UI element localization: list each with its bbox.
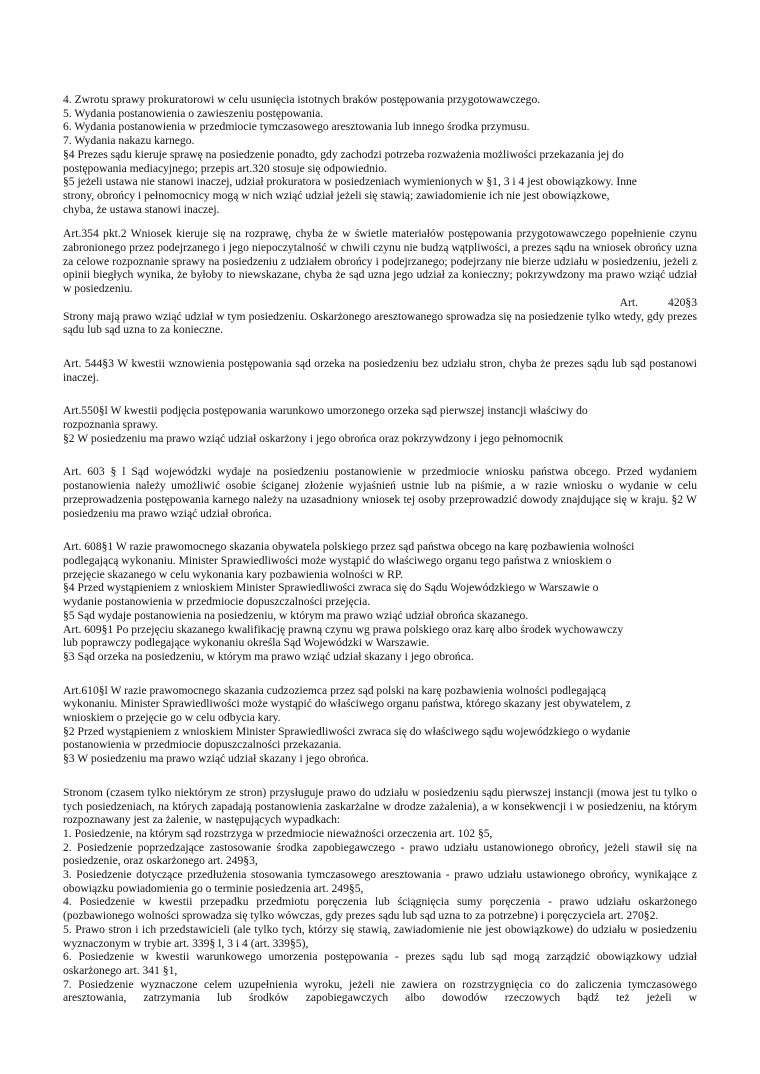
section-art-603 — [63, 465, 697, 520]
art-word: Art. — [619, 295, 639, 309]
list-item: 3. Posiedzenie dotyczące przedłużenia stosowania tymczasowego aresztowania - prawo udziału ustawionego obrońcy, wynikające z obowiązku powiadomienia go o terminie posiedzenia art. 249§5, — [63, 868, 697, 895]
paragraph-intro: Stronom (czasem tylko niektórym ze stron) przysługuje prawo do udziału w posiedzeniu sądu pierwszej instancji (mowa jest tu tylko o tych posiedzeniach, na których zapadają postanowienia zaskarżalne w drodze zażalenia), a w konsekwencji i w posiedzeniu, na którym rozpoznawany jest za żalenie, w następujących wypadkach: — [63, 785, 697, 827]
list-item: 1. Posiedzenie, na którym sąd rozstrzyga w przedmiocie nieważności orzeczenia art. 102 §5, — [63, 826, 493, 840]
art-420-heading — [63, 296, 697, 310]
text-line: 6. Wydania postanowienia w przedmiocie tymczasowego aresztowania lub innego środka przymusu. — [63, 120, 530, 134]
text-line: §3 Sąd orzeka na posiedzeniu, w którym ma prawo wziąć udział skazany i jego obrońca. — [63, 649, 474, 663]
section-art-354 — [63, 227, 697, 337]
paragraph-art-354: Art.354 pkt.2 Wniosek kieruje się na rozprawę, chyba że w świetle materiałów postępowania przygotowawczego popełnienie czynu zabronionego przez podejrzanego i jego niepoczytalność w chwili czynu nie budzą wątpliwości, a prezes sądu na wniosek obrońcy uzna za celowe rozpoznanie sprawy na posiedzeniu z udziałem obrońcy i podejrzanego; podejrzany nie bierze udziału w posiedzeniu, jeżeli z opinii biegłych wynika, że byłoby to niewskazane, chyba że sąd uzna jego udział za konieczny; pokrzywdzony ma prawo wziąć udział w posiedzeniu. — [63, 227, 697, 296]
section-art-550 — [63, 404, 697, 445]
text-line: wydanie postanowienia w przedmiocie dopuszczalności przejęcia. — [63, 595, 371, 609]
text-line: §4 Przed wystąpieniem z wnioskiem Minister Sprawiedliwości zwraca się do Sądu Wojewódzkiego w Warszawie o — [63, 581, 599, 595]
text-line: §2 W posiedzeniu ma prawo wziąć udział oskarżony i jego obrońca oraz pokrzywdzony i jego pełnomocnik — [63, 431, 564, 445]
list-item: 2. Posiedzenie poprzedzające zastosowanie środka zapobiegawczego - prawo udziału ustanowionego obrońcy, jeżeli stawił się na posiedzenie, oraz oskarżonego art. 249§3, — [63, 840, 697, 868]
text-line: Art. 609§1 Po przejęciu skazanego kwalifikację prawną czynu wg prawa polskiego oraz karę albo środek wychowawczy — [63, 622, 624, 636]
text-line: chyba, że ustawa stanowi inaczej. — [63, 202, 220, 216]
text-line: postępowania mediacyjnego; przepis art.320 stosuje się odpowiednio. — [63, 161, 387, 175]
text-line: 4. Zwrotu sprawy prokuratorowi w celu usunięcia istotnych braków postępowania przygotowawczego. — [63, 93, 541, 106]
paragraph-art-603: Art. 603 § l Sąd wojewódzki wydaje na posiedzeniu postanowienie w przedmiocie wniosku państwa obcego. Przed wydaniem postanowienia należy umożliwić osobie ściganej złożenie wyjaśnień ustnie lub na piśmie, a w razie wniosku o wydanie w celu przeprowadzenia postępowania karnego należy na uzasadniony wniosek tej osoby przeprowadzić dowody znajdujące się w kraju. §2 W posiedzeniu ma prawo wziąć udział obrońca. — [63, 465, 697, 520]
list-item: 6. Posiedzenie w kwestii warunkowego umorzenia postępowania - prezes sądu lub sąd mogą zarządzić obowiązkowy udział oskarżonego art. 341 §1, — [63, 950, 697, 977]
text-line: §3 W posiedzeniu ma prawo wziąć udział skazany i jego obrońca. — [63, 752, 369, 766]
text-line: 5. Wydania postanowienia o zawieszeniu postępowania. — [63, 106, 324, 120]
text-line: postanowienia w przedmiocie dopuszczalności przekazania. — [63, 738, 342, 752]
text-line: Art.610§l W razie prawomocnego skazania cudzoziemca przez sąd polski na karę pozbawienia wolności podlegającą — [63, 683, 606, 697]
text-line: §5 Sąd wydaje postanowienia na posiedzeniu, w którym ma prawo wziąć udział obrońca skazanego. — [63, 608, 529, 622]
section-posiedzenia-list — [63, 93, 697, 216]
section-art-610 — [63, 684, 697, 766]
text-line: podlegającą wykonaniu. Minister Sprawiedliwości może wystąpić do właściwego organu tego państwa z wnioskiem o — [63, 553, 612, 567]
text-line: wykonaniu. Minister Sprawiedliwości może wystąpić do właściwego organu państwa, którego skazany jest obywatelem, z — [63, 697, 631, 711]
text-line: §4 Prezes sądu kieruje sprawę na posiedzenie ponadto, gdy zachodzi potrzeba rozważenia możliwości przekazania jej do — [63, 147, 624, 161]
document-page — [63, 93, 697, 1005]
text-line: lub poprawczy podlegające wykonaniu określa Sąd Wojewódzki w Warszawie. — [63, 636, 430, 650]
list-item: 5. Prawo stron i ich przedstawicieli (ale tylko tych, którzy się stawią, zawiadomienie nie jest obowiązkowe) do udziału w posiedzeniu wyznaczonym w trybie art. 339§ l, 3 i 4 (art. 339§5), — [63, 922, 697, 950]
text-line: strony, obrońcy i pełnomocnicy mogą w nich wziąć udział jeżeli się stawią; zawiadomienie ich nie jest obowiązkowe, — [63, 188, 610, 202]
section-art-608 — [63, 540, 697, 663]
text-line: rozpoznania sprawy. — [63, 418, 159, 432]
list-item: 7. Posiedzenie wyznaczone celem uzupełnienia wyroku, jeżeli nie zawiera on rozstrzygnięcia co do zaliczenia tymczasowego aresztowania, zatrzymania lub środków zapobiegawczych albo dowodów rzeczowych bądź też jeżeli w — [63, 977, 697, 1005]
text-line: przejęcie skazanego w celu wykonania kary pozbawienia wolności w RP. — [63, 567, 403, 581]
text-line: Art.550§l W kwestii podjęcia postępowania warunkowo umorzonego orzeka sąd pierwszej instancji właściwy do — [63, 404, 588, 418]
text-line: §2 Przed wystąpieniem z wnioskiem Minister Sprawiedliwości zwraca się do właściwego sądu wojewódzkiego o wydanie — [63, 724, 631, 738]
list-item: 4. Posiedzenie w kwestii przepadku przedmiotu poręczenia lub ściągnięcia sumy poręczenia - prawo udziału oskarżonego (pozbawionego wolności sprowadza się tylko wówczas, gdy prezes sądu lub sąd uzna to za potrzebne) i poręczyciela art. 270§2. — [63, 895, 697, 923]
text-line: wnioskiem o przejęcie go w celu odbycia kary. — [63, 711, 281, 725]
paragraph-art-420: Strony mają prawo wziąć udział w tym posiedzeniu. Oskarżonego aresztowanego sprowadza się na posiedzenie tylko wtedy, gdy prezes sądu lub sąd uzna to za konieczne. — [63, 309, 697, 337]
text-line: §5 jeżeli ustawa nie stanowi inaczej, udział prokuratora w posiedzeniach wymienionych w §1, 3 i 4 jest obowiązkowy. Inne — [63, 175, 637, 189]
section-udzial-stron — [63, 786, 697, 1005]
section-art-544 — [63, 357, 697, 384]
text-line: 7. Wydania nakazu karnego. — [63, 134, 195, 148]
art-number: 420§3 — [668, 295, 697, 309]
paragraph-art-608-first: Art. 608§1 W razie prawomocnego skazania obywatela polskiego przez sąd państwa obcego na karę pozbawienia wolności — [63, 540, 635, 554]
paragraph-art-544: Art. 544§3 W kwestii wznowienia postępowania sąd orzeka na posiedzeniu bez udziału stron, chyba że prezes sądu lub sąd postanowi inaczej. — [63, 356, 697, 384]
